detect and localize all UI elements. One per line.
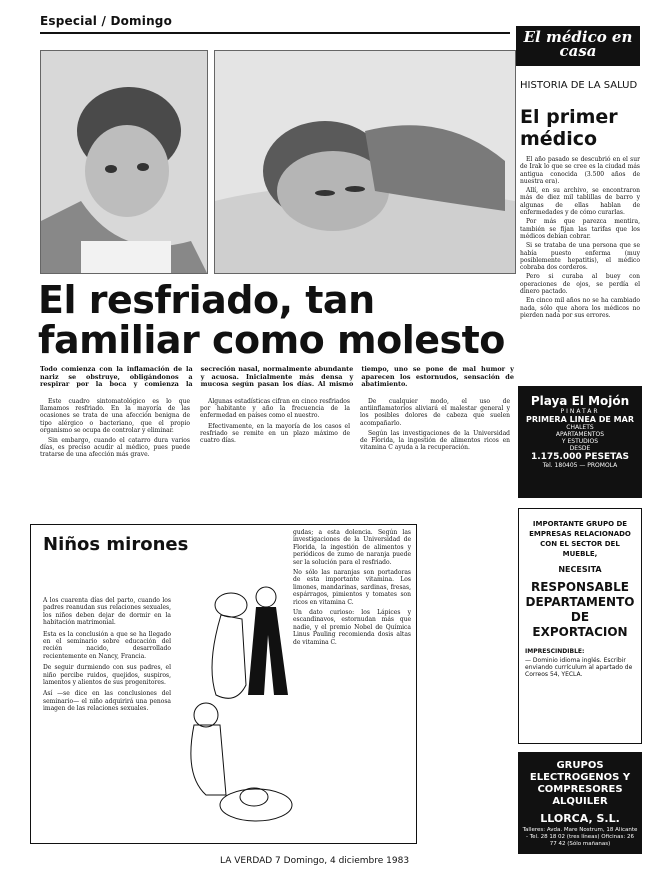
ad-playa-price: 1.175.000 PESETAS — [530, 452, 630, 462]
sidebar-paragraph: Pero si curaba al buey con operaciones de ojos, se perdía el dinero pactado. — [520, 273, 640, 296]
sidebar-title: El primer médico — [520, 106, 618, 150]
body-column-1 — [40, 398, 190, 462]
ad-job-line2: NECESITA — [558, 565, 602, 574]
sidebar-paragraph: Por más que parezca mentira, también se fijan las tarifas que los médicos debían cobrar. — [520, 218, 640, 240]
ad-llorca-line2: LLORCA, S.L. — [540, 812, 620, 825]
box-illustration — [176, 575, 296, 835]
boxed-article — [30, 524, 417, 844]
ad-llorca — [518, 752, 642, 854]
page-footer: LA VERDAD 7 Domingo, 4 diciembre 1983 — [220, 856, 410, 866]
sidebar-masthead: El médico en casa — [516, 26, 640, 66]
box-paragraph: Así —se dice en las conclusiones del seminario— el niño adquirirá una penosa imagen de las relaciones sexuales. — [43, 690, 171, 713]
ad-playa-line1: PRIMERA LINEA DE MAR — [526, 415, 634, 424]
lead-paragraph: Todo comienza con la inflamación de la nariz se obstruye, obligándonos a respirar por la boca y comienza la secreción nasal, normalmente abundante y acuosa. Inicialmente más densa y mucosa según pasan los días. Al mismo tiempo, uno se pone de mal humor y aparecen los estornudos, sensación de abatimiento. — [40, 365, 514, 389]
header-rule — [40, 32, 510, 34]
box-right-paragraph: No sólo las naranjas son portadoras de esta importante vitamina. Los limones, mandarinas, sardinas, fresas, espárragos, pimientos y tomates son ricos en vitamina C. — [293, 569, 411, 606]
ad-job-line4: IMPRESCINDIBLE: — [525, 648, 585, 655]
photo-child-sleeping — [214, 50, 516, 274]
sidebar-paragraph: El año pasado se descubrió en el sur de Irak lo que se cree es la ciudad más antigua conocida (3.500 años de nuestra era). — [520, 156, 640, 185]
body-paragraph: Algunas estadísticas cifran en cinco resfriados por habitante y año la frecuencia de la enfermedad en países como el nuestro. — [200, 398, 350, 420]
photo-child-sleeping-image — [215, 51, 515, 273]
ad-playa-sub: PINATAR — [560, 408, 600, 415]
body-column-2 — [200, 398, 350, 447]
sidebar-paragraph: Allí, en su archivo, se encontraron más de diez mil tablillas de barro y algunas de ellas hablan de enfermedades y de cómo curarlas. — [520, 187, 640, 217]
sidebar-paragraph: Si se trataba de una persona que se había puesto enferma (muy posiblemente hepatitis), el médico cobraba dos corderos. — [520, 242, 640, 272]
ad-playa-line5: DESDE — [569, 445, 591, 452]
photo-child-left-image — [41, 51, 207, 273]
ad-llorca-line3: Talleres: Avda. Mare Nostrum, 18 Alicante - Tel. 28 18 02 (tres líneas) Oficinas: 26 77 42 (Sólo mañanas) — [522, 827, 638, 847]
box-paragraph: A los cuarenta días del parto, cuando los padres reanudan sus relaciones sexuales, los niños deben dejar de dormir en la habitación matrimonial. — [43, 597, 171, 627]
ad-playa-title: Playa El Mojón — [530, 394, 630, 408]
box-paragraph: De seguir durmiendo con sus padres, el niño percibe ruidos, quejidos, suspiros, lamentos y alientos de sus progenitores. — [43, 664, 171, 687]
section-header: Especial / Domingo — [40, 14, 173, 28]
sidebar-kicker: HISTORIA DE LA SALUD — [520, 80, 638, 91]
ad-llorca-line1: GRUPOS ELECTROGENOS Y COMPRESORES ALQUILER — [529, 760, 631, 807]
ad-playa — [518, 386, 642, 498]
body-paragraph: Sin embargo, cuando el catarro dura varios días, es preciso acudir al médico, pues puede tratarse de una afección más grave. — [40, 437, 190, 459]
box-right-column — [293, 529, 411, 649]
box-right-paragraph: Un dato curioso: los Lápices y escandinavos, estornudan más que nadie, y el premio Nobel de Química Linus Pauling recomienda dosis altas de vitamina C. — [293, 609, 411, 646]
body-column-3 — [360, 398, 510, 454]
sidebar-paragraph: En cinco mil años no se ha cambiado nada, sólo que ahora los médicos no pierden nada por sus errores. — [520, 297, 640, 319]
body-paragraph: Según las investigaciones de la Universidad de Florida, la ingestión de alimentos ricos en vitamina C ayuda a la recuperación. — [360, 429, 510, 452]
box-paragraph: Esta es la conclusión a que se ha llegado en el seminario sobre educación del recién nacido, desarrollado recientemente en Nancy, Francia. — [43, 630, 171, 660]
body-paragraph: Este cuadro sintomatológico es lo que llamamos resfriado. En la mayoría de las ocasiones se trata de una afección benigna de tipo alérgico o bacteriano, que el propio organismo se ocupa de controlar y eliminar. — [40, 398, 190, 434]
ad-playa-line2: CHALETS — [566, 424, 594, 431]
photo-child-left — [40, 50, 208, 274]
ad-job-line5: — Dominio idioma inglés. Escribir enviando currículum al apartado de Correos 54, YECLA. — [525, 657, 633, 678]
ad-playa-line4: Y ESTUDIOS — [561, 438, 599, 445]
ad-job — [518, 508, 642, 744]
box-title: Niños mirones — [43, 534, 189, 555]
sidebar-text — [520, 156, 640, 321]
box-text — [43, 597, 171, 717]
ad-job-line1: IMPORTANTE GRUPO DE EMPRESAS RELACIONADO CON EL SECTOR DEL MUEBLE, — [529, 520, 631, 558]
ad-playa-line3: APARTAMENTOS — [555, 431, 605, 438]
ad-job-line3: RESPONSABLE DEPARTAMENTO DE EXPORTACION — [525, 580, 635, 639]
body-paragraph: Efectivamente, en la mayoría de los casos el resfriado se remite en un plazo máximo de cuatro días. — [200, 422, 350, 445]
box-right-paragraph: gudas; a esta dolencia. Según las investigaciones de la Universidad de Florida, la ingestión de alimentos y periódicos de zumo de naranja puede ser la solución para el resfriado. — [293, 529, 411, 566]
page-title: El resfriado, tan familiar como molesto — [38, 278, 505, 362]
body-paragraph: De cualquier modo, el uso de antiinflamatorios aliviará el malestar general y los posibles dolores de cabeza que suelen acompañarlo. — [360, 398, 510, 427]
ad-playa-contact: Tel. 180405 — PROMOLA — [542, 462, 618, 469]
